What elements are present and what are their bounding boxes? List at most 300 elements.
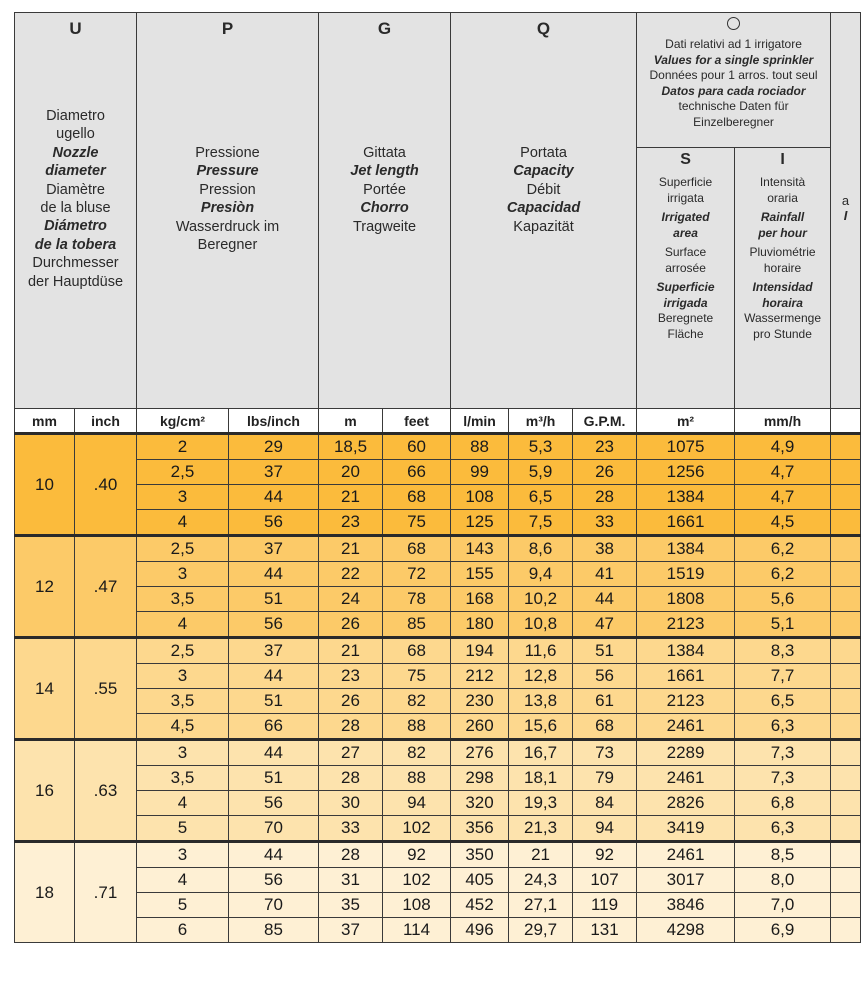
table-cell: 26: [319, 612, 383, 638]
table-cell: 5: [137, 893, 229, 918]
table-cell: 21: [319, 485, 383, 510]
header-text: horaira: [762, 295, 803, 310]
header-letter-s: S: [680, 151, 691, 168]
table-cell: 4: [137, 868, 229, 893]
table-cell: 8,3: [735, 638, 831, 664]
header-letter-q: Q: [536, 19, 551, 38]
units-row: [15, 409, 861, 434]
table-cell: 2289: [637, 740, 735, 766]
table-cell: 2123: [637, 612, 735, 638]
header-text: horaire: [763, 260, 802, 275]
table-cell: 75: [383, 664, 451, 689]
cutoff-cell: [831, 893, 861, 918]
header-pressure: [137, 13, 319, 409]
header-text: Presiòn: [200, 200, 255, 217]
header-nozzle-diameter: [15, 13, 137, 409]
cutoff-cell: [831, 714, 861, 740]
table-cell: 7,3: [735, 766, 831, 791]
unit-mm-h: mm/h: [735, 409, 831, 434]
header-text: Intensità: [759, 175, 806, 189]
table-cell: 8,6: [509, 536, 573, 562]
header-text: oraria: [767, 190, 798, 205]
cutoff-cell: [831, 587, 861, 612]
table-cell: 350: [451, 842, 509, 868]
unit-m2: m²: [637, 409, 735, 434]
table-cell: 3: [137, 485, 229, 510]
table-cell: 28: [319, 842, 383, 868]
table-cell: 4,7: [735, 460, 831, 485]
table-cell: 3: [137, 740, 229, 766]
table-row: [15, 816, 861, 842]
table-cell: 2,5: [137, 638, 229, 664]
table-cell: 78: [383, 587, 451, 612]
table-cell: 2,5: [137, 460, 229, 485]
cutoff-cell: [831, 740, 861, 766]
table-cell: 37: [229, 460, 319, 485]
table-row: [15, 587, 861, 612]
table-cell: 44: [229, 664, 319, 689]
header-text: Superficie: [656, 280, 715, 294]
header-text: technische Daten für: [678, 99, 789, 113]
table-row: [15, 740, 861, 766]
table-cell: 28: [573, 485, 637, 510]
table-cell: 37: [229, 638, 319, 664]
table-cell: 51: [573, 638, 637, 664]
header-text: ugello: [56, 126, 95, 143]
table-cell: 24: [319, 587, 383, 612]
header-text: Pressure: [196, 163, 259, 180]
header-rainfall-per-hour: [735, 148, 831, 409]
header-letter-g: G: [377, 19, 392, 38]
header-text: Values for a single sprinkler: [653, 52, 814, 67]
table-cell: 10,2: [509, 587, 573, 612]
table-cell: 3: [137, 842, 229, 868]
table-cell: 84: [573, 791, 637, 816]
table-row: [15, 510, 861, 536]
header-text: Durchmesser: [32, 255, 119, 272]
table-cell: 37: [319, 918, 383, 943]
table-cell: 21: [319, 536, 383, 562]
table-cell: 2461: [637, 714, 735, 740]
header-text: Pluviométrie: [749, 245, 816, 259]
header-text: Einzelberegner: [693, 114, 774, 129]
table-row: [15, 612, 861, 638]
table-row: [15, 766, 861, 791]
nozzle-inch-cell: .63: [75, 740, 137, 842]
table-cell: 60: [383, 434, 451, 460]
table-cell: 1661: [637, 664, 735, 689]
table-cell: 35: [319, 893, 383, 918]
table-cell: 68: [383, 485, 451, 510]
table-cell: 44: [229, 485, 319, 510]
header-text: Jet length: [350, 163, 419, 180]
header-text: Datos para cada rociador: [661, 83, 806, 98]
table-cell: 405: [451, 868, 509, 893]
header-text: Wasserdruck im: [175, 218, 280, 235]
table-cell: 452: [451, 893, 509, 918]
table-cell: 88: [383, 766, 451, 791]
table-cell: 56: [573, 664, 637, 689]
nozzle-inch-cell: .71: [75, 842, 137, 943]
unit-l-min: l/min: [451, 409, 509, 434]
table-cell: 51: [229, 766, 319, 791]
nozzle-inch-cell: .55: [75, 638, 137, 740]
table-cell: 5,3: [509, 434, 573, 460]
table-cell: 496: [451, 918, 509, 943]
unit-m3-h: m³/h: [509, 409, 573, 434]
header-text: area: [673, 225, 698, 240]
table-cell: 92: [573, 842, 637, 868]
table-cell: 125: [451, 510, 509, 536]
header-text: de la bluse: [40, 200, 111, 217]
unit-gpm: G.P.M.: [573, 409, 637, 434]
cutoff-cell: [831, 816, 861, 842]
table-cell: 4: [137, 612, 229, 638]
header-text: per hour: [758, 225, 807, 240]
table-row: [15, 664, 861, 689]
table-cell: 4: [137, 510, 229, 536]
table-cell: 85: [383, 612, 451, 638]
table-cell: 1519: [637, 562, 735, 587]
unit-lbs-inch: lbs/inch: [229, 409, 319, 434]
table-cell: 70: [229, 816, 319, 842]
header-text: a: [841, 193, 850, 208]
table-cell: 51: [229, 689, 319, 714]
table-cell: 44: [229, 842, 319, 868]
table-cell: 5,1: [735, 612, 831, 638]
table-cell: 7,3: [735, 740, 831, 766]
unit-cutoff: [831, 409, 861, 434]
table-cell: 2123: [637, 689, 735, 714]
table-cell: 3,5: [137, 587, 229, 612]
table-cell: 102: [383, 868, 451, 893]
cutoff-cell: [831, 638, 861, 664]
table-cell: 56: [229, 791, 319, 816]
table-cell: 22: [319, 562, 383, 587]
header-text: Gittata: [363, 145, 406, 161]
table-cell: 18,5: [319, 434, 383, 460]
header-text: diameter: [45, 163, 106, 180]
header-text: Dati relativi ad 1 irrigatore: [665, 37, 802, 51]
table-row: [15, 485, 861, 510]
table-cell: 44: [229, 740, 319, 766]
table-cell: 276: [451, 740, 509, 766]
header-irrigated-area: [637, 148, 735, 409]
unit-inch: inch: [75, 409, 137, 434]
table-cell: 4,7: [735, 485, 831, 510]
table-cell: 5,9: [509, 460, 573, 485]
table-cell: 56: [229, 612, 319, 638]
nozzle-inch-cell: .47: [75, 536, 137, 638]
table-cell: 28: [319, 714, 383, 740]
table-cell: 23: [319, 664, 383, 689]
table-cell: 88: [383, 714, 451, 740]
table-cell: 26: [573, 460, 637, 485]
table-cell: 19,3: [509, 791, 573, 816]
nozzle-inch-cell: .40: [75, 434, 137, 536]
table-cell: 94: [573, 816, 637, 842]
table-cell: 6,5: [735, 689, 831, 714]
header-text: Pressione: [195, 145, 260, 161]
table-cell: 2461: [637, 766, 735, 791]
table-cell: 168: [451, 587, 509, 612]
header-text: Capacity: [513, 163, 574, 180]
table-cell: 73: [573, 740, 637, 766]
cutoff-cell: [831, 689, 861, 714]
table-cell: 6,9: [735, 918, 831, 943]
table-cell: 3419: [637, 816, 735, 842]
table-cell: 3,5: [137, 689, 229, 714]
table-cell: 61: [573, 689, 637, 714]
header-text: arrosée: [665, 260, 706, 275]
header-text: Pression: [199, 181, 256, 198]
table-row: [15, 638, 861, 664]
table-cell: 4,5: [735, 510, 831, 536]
header-capacity: [451, 13, 637, 409]
header-text: Wassermenge: [744, 311, 821, 325]
table-cell: 7,7: [735, 664, 831, 689]
table-cell: 68: [383, 638, 451, 664]
header-text: Portée: [363, 181, 406, 198]
nozzle-mm-cell: 14: [15, 638, 75, 740]
cutoff-cell: [831, 536, 861, 562]
header-text: Diamètre: [46, 181, 105, 198]
table-cell: 8,0: [735, 868, 831, 893]
table-cell: 1256: [637, 460, 735, 485]
cutoff-cell: [831, 460, 861, 485]
table-cell: 6,8: [735, 791, 831, 816]
table-cell: 155: [451, 562, 509, 587]
cutoff-cell: [831, 434, 861, 460]
header-text: Données pour 1 arros. tout seul: [649, 68, 818, 82]
table-cell: 16,7: [509, 740, 573, 766]
header-text: Capacidad: [506, 200, 581, 217]
table-row: [15, 842, 861, 868]
table-cell: 2: [137, 434, 229, 460]
table-cell: 5: [137, 816, 229, 842]
table-row: [15, 536, 861, 562]
table-cell: 51: [229, 587, 319, 612]
table-cell: 320: [451, 791, 509, 816]
table-row: [15, 893, 861, 918]
table-cell: 13,8: [509, 689, 573, 714]
table-cell: 66: [383, 460, 451, 485]
table-cell: 23: [573, 434, 637, 460]
table-cell: 3: [137, 664, 229, 689]
header-text: Diametro: [46, 108, 105, 124]
table-cell: 1384: [637, 536, 735, 562]
header-text: Beregner: [197, 237, 258, 254]
table-cell: 85: [229, 918, 319, 943]
table-cell: 11,6: [509, 638, 573, 664]
table-row: [15, 791, 861, 816]
table-cell: 31: [319, 868, 383, 893]
table-cell: 298: [451, 766, 509, 791]
table-cell: 2461: [637, 842, 735, 868]
table-cell: 102: [383, 816, 451, 842]
table-cell: 4,5: [137, 714, 229, 740]
table-cell: 99: [451, 460, 509, 485]
table-cell: 29,7: [509, 918, 573, 943]
table-cell: 70: [229, 893, 319, 918]
table-cell: 21: [509, 842, 573, 868]
table-cell: 4: [137, 791, 229, 816]
table-body: [15, 434, 861, 943]
table-cell: 1075: [637, 434, 735, 460]
table-cell: 260: [451, 714, 509, 740]
header-letter-p: P: [221, 19, 234, 38]
unit-m: m: [319, 409, 383, 434]
table-cell: 6,3: [735, 714, 831, 740]
unit-feet: feet: [383, 409, 451, 434]
table-cell: 94: [383, 791, 451, 816]
table-cell: 88: [451, 434, 509, 460]
table-cell: 119: [573, 893, 637, 918]
header-letter-u: U: [69, 19, 82, 38]
table-cell: 75: [383, 510, 451, 536]
cutoff-cell: [831, 485, 861, 510]
nozzle-mm-cell: 16: [15, 740, 75, 842]
header-text: I: [843, 208, 848, 223]
table-cell: 6,2: [735, 562, 831, 587]
table-cell: 33: [319, 816, 383, 842]
table-cell: 3,5: [137, 766, 229, 791]
header-text: der Hauptdüse: [27, 273, 124, 290]
cutoff-cell: [831, 842, 861, 868]
table-cell: 2,5: [137, 536, 229, 562]
cutoff-cell: [831, 791, 861, 816]
header-text: de la tobera: [34, 236, 117, 253]
table-cell: 3846: [637, 893, 735, 918]
table-cell: 180: [451, 612, 509, 638]
cutoff-cell: [831, 510, 861, 536]
header-text: pro Stunde: [753, 326, 812, 341]
table-cell: 5,6: [735, 587, 831, 612]
header-text: Superficie: [658, 175, 713, 189]
table-cell: 27,1: [509, 893, 573, 918]
header-single-sprinkler: [637, 13, 831, 148]
unit-mm: mm: [15, 409, 75, 434]
header-text: Surface: [664, 245, 707, 259]
table-cell: 2826: [637, 791, 735, 816]
table-cell: 12,8: [509, 664, 573, 689]
header-text: Kapazität: [513, 218, 574, 235]
header-text: irrigata: [667, 190, 704, 205]
cutoff-cell: [831, 918, 861, 943]
cutoff-cell: [831, 868, 861, 893]
table-cell: 108: [451, 485, 509, 510]
table-cell: 33: [573, 510, 637, 536]
table-cell: 23: [319, 510, 383, 536]
table-cell: 356: [451, 816, 509, 842]
table-cell: 79: [573, 766, 637, 791]
cutoff-cell: [831, 562, 861, 587]
table-cell: 72: [383, 562, 451, 587]
table-cell: 30: [319, 791, 383, 816]
table-row: [15, 714, 861, 740]
table-row: [15, 562, 861, 587]
nozzle-mm-cell: 10: [15, 434, 75, 536]
cutoff-cell: [831, 766, 861, 791]
header-text: Tragweite: [352, 218, 417, 235]
table-cell: 6: [137, 918, 229, 943]
table-cell: 6,2: [735, 536, 831, 562]
table-cell: 68: [383, 536, 451, 562]
unit-kg-cm2: kg/cm²: [137, 409, 229, 434]
header-text: Portata: [520, 145, 567, 161]
table-row: [15, 918, 861, 943]
table-cell: 1661: [637, 510, 735, 536]
table-cell: 1384: [637, 638, 735, 664]
table-cell: 26: [319, 689, 383, 714]
table-cell: 1808: [637, 587, 735, 612]
table-row: [15, 868, 861, 893]
table-cell: 21: [319, 638, 383, 664]
table-cell: 7,0: [735, 893, 831, 918]
table-cell: 21,3: [509, 816, 573, 842]
table-cell: 10,8: [509, 612, 573, 638]
header-text: Rainfall: [760, 210, 805, 224]
table-cell: 4,9: [735, 434, 831, 460]
table-cell: 82: [383, 689, 451, 714]
table-row: [15, 689, 861, 714]
header-text: irrigada: [663, 295, 708, 310]
table-cell: 114: [383, 918, 451, 943]
table-cell: 68: [573, 714, 637, 740]
header-text: Débit: [526, 181, 561, 198]
sprinkler-performance-table: [14, 12, 861, 943]
table-cell: 28: [319, 766, 383, 791]
table-cell: 29: [229, 434, 319, 460]
table-cell: 41: [573, 562, 637, 587]
table-cell: 7,5: [509, 510, 573, 536]
table-cell: 56: [229, 868, 319, 893]
table-cell: 4298: [637, 918, 735, 943]
table-cell: 44: [229, 562, 319, 587]
table-cell: 38: [573, 536, 637, 562]
header-text: Beregnete: [657, 311, 714, 325]
header-text: Irrigated: [661, 210, 710, 224]
table-cell: 27: [319, 740, 383, 766]
table-cell: 82: [383, 740, 451, 766]
table-cell: 44: [573, 587, 637, 612]
table-cell: 3017: [637, 868, 735, 893]
table-cell: 6,5: [509, 485, 573, 510]
table-cell: 143: [451, 536, 509, 562]
table-cell: 56: [229, 510, 319, 536]
table-cell: 131: [573, 918, 637, 943]
header-text: Chorro: [360, 200, 409, 217]
table-cell: 9,4: [509, 562, 573, 587]
table-cell: 194: [451, 638, 509, 664]
header-jet-length: [319, 13, 451, 409]
table-cell: 18,1: [509, 766, 573, 791]
header-text: Fläche: [667, 326, 704, 341]
circle-icon: [727, 17, 740, 30]
cutoff-cell: [831, 612, 861, 638]
table-cell: 1384: [637, 485, 735, 510]
table-cell: 47: [573, 612, 637, 638]
table-cell: 6,3: [735, 816, 831, 842]
header-text: Nozzle: [52, 144, 99, 161]
table-cell: 230: [451, 689, 509, 714]
table-cell: 8,5: [735, 842, 831, 868]
sprinkler-table-container: [14, 12, 850, 943]
table-cell: 37: [229, 536, 319, 562]
table-cell: 66: [229, 714, 319, 740]
header-text: Diámetro: [44, 218, 107, 235]
header-cutoff-column: [831, 13, 861, 409]
